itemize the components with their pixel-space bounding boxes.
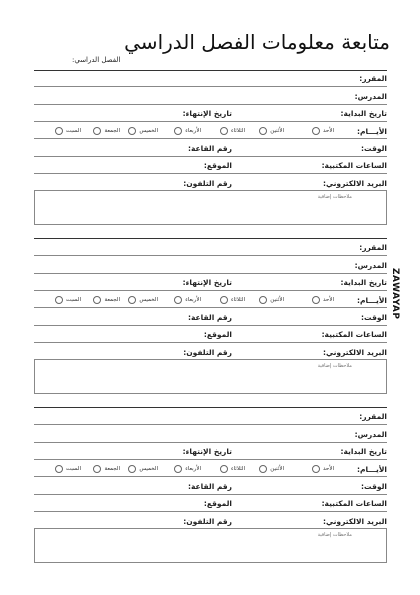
- days-line: [34, 476, 387, 477]
- day-option-monday[interactable]: [259, 296, 284, 304]
- day-label: السبت: [65, 466, 81, 472]
- time-label: الوقت:: [361, 313, 387, 322]
- teacher-label: المدرس:: [354, 92, 387, 101]
- day-label: الخميس: [139, 128, 158, 134]
- end-date-label: تاريخ الإنتهاء:: [182, 447, 232, 456]
- radio-icon[interactable]: [312, 465, 320, 473]
- radio-icon[interactable]: [93, 127, 101, 135]
- days-label: الأيـــام:: [357, 465, 387, 474]
- radio-icon[interactable]: [55, 296, 63, 304]
- course-line[interactable]: [34, 255, 387, 256]
- phone-label: رقم التلفون:: [183, 348, 232, 357]
- day-option-thursday[interactable]: [128, 127, 158, 135]
- days-label: الأيـــام:: [357, 127, 387, 136]
- office-hours-label: الساعات المكتبية:: [321, 330, 387, 339]
- office-line[interactable]: [34, 342, 387, 343]
- day-option-sunday[interactable]: [312, 465, 334, 473]
- day-label: الجمعة: [104, 297, 120, 303]
- dates-line[interactable]: [34, 290, 387, 291]
- day-label: الأثنين: [270, 466, 284, 472]
- location-label: الموقع:: [203, 161, 232, 170]
- teacher-label: المدرس:: [354, 261, 387, 270]
- radio-icon[interactable]: [259, 296, 267, 304]
- radio-icon[interactable]: [174, 127, 182, 135]
- days-label: الأيـــام:: [357, 296, 387, 305]
- day-label: الثلاثاء: [231, 128, 245, 134]
- location-label: الموقع:: [203, 499, 232, 508]
- day-label: الجمعة: [104, 128, 120, 134]
- day-label: الثلاثاء: [231, 466, 245, 472]
- radio-icon[interactable]: [55, 127, 63, 135]
- day-option-tuesday[interactable]: [220, 296, 245, 304]
- day-label: الأحد: [323, 128, 334, 134]
- day-label: الثلاثاء: [231, 297, 245, 303]
- teacher-line[interactable]: [34, 442, 387, 443]
- course-label: المقرر:: [359, 412, 387, 421]
- radio-icon[interactable]: [128, 465, 136, 473]
- email-label: البريد الالكتروني:: [323, 517, 387, 526]
- block-divider: [34, 407, 387, 408]
- teacher-label: المدرس:: [354, 430, 387, 439]
- day-label: الأحد: [323, 466, 334, 472]
- room-label: رقم القاعة:: [188, 144, 232, 153]
- course-line[interactable]: [34, 86, 387, 87]
- radio-icon[interactable]: [259, 127, 267, 135]
- dates-line[interactable]: [34, 121, 387, 122]
- start-date-label: تاريخ البداية:: [340, 278, 387, 287]
- block-divider: [34, 238, 387, 239]
- day-label: الجمعة: [104, 466, 120, 472]
- day-option-friday[interactable]: [93, 465, 120, 473]
- office-line[interactable]: [34, 511, 387, 512]
- day-label: الأربعاء: [185, 297, 201, 303]
- radio-icon[interactable]: [259, 465, 267, 473]
- office-line[interactable]: [34, 173, 387, 174]
- start-date-label: تاريخ البداية:: [340, 447, 387, 456]
- end-date-label: تاريخ الإنتهاء:: [182, 109, 232, 118]
- days-line: [34, 307, 387, 308]
- day-option-saturday[interactable]: [55, 127, 81, 135]
- radio-icon[interactable]: [174, 296, 182, 304]
- course-label: المقرر:: [359, 74, 387, 83]
- course-line[interactable]: [34, 424, 387, 425]
- day-label: الأحد: [323, 297, 334, 303]
- notes-label: ملاحظات إضافية: [317, 363, 352, 369]
- email-label: البريد الالكتروني:: [323, 348, 387, 357]
- notes-label: ملاحظات إضافية: [317, 194, 352, 200]
- radio-icon[interactable]: [312, 127, 320, 135]
- notes-box[interactable]: [34, 528, 387, 563]
- day-label: الخميس: [139, 466, 158, 472]
- day-label: الخميس: [139, 297, 158, 303]
- day-option-sunday[interactable]: [312, 127, 334, 135]
- day-option-sunday[interactable]: [312, 296, 334, 304]
- room-label: رقم القاعة:: [188, 482, 232, 491]
- day-option-wednesday[interactable]: [174, 465, 201, 473]
- day-option-monday[interactable]: [259, 127, 284, 135]
- time-label: الوقت:: [361, 144, 387, 153]
- day-option-thursday[interactable]: [128, 296, 158, 304]
- radio-icon[interactable]: [312, 296, 320, 304]
- time-line[interactable]: [34, 494, 387, 495]
- phone-label: رقم التلفون:: [183, 517, 232, 526]
- radio-icon[interactable]: [174, 465, 182, 473]
- day-label: الأثنين: [270, 297, 284, 303]
- day-option-saturday[interactable]: [55, 465, 81, 473]
- semester-label: الفصل الدراسي:: [72, 56, 121, 64]
- radio-icon[interactable]: [220, 296, 228, 304]
- day-label: السبت: [65, 128, 81, 134]
- day-option-tuesday[interactable]: [220, 465, 245, 473]
- page-title: متابعة معلومات الفصل الدراسي: [124, 30, 390, 54]
- day-label: الأربعاء: [185, 128, 201, 134]
- notes-box[interactable]: [34, 190, 387, 225]
- office-hours-label: الساعات المكتبية:: [321, 161, 387, 170]
- day-option-friday[interactable]: [93, 296, 120, 304]
- time-line[interactable]: [34, 156, 387, 157]
- day-option-wednesday[interactable]: [174, 296, 201, 304]
- day-option-monday[interactable]: [259, 465, 284, 473]
- day-option-tuesday[interactable]: [220, 127, 245, 135]
- time-line[interactable]: [34, 325, 387, 326]
- day-option-wednesday[interactable]: [174, 127, 201, 135]
- radio-icon[interactable]: [220, 465, 228, 473]
- day-label: الأربعاء: [185, 466, 201, 472]
- day-option-friday[interactable]: [93, 127, 120, 135]
- email-label: البريد الالكتروني:: [323, 179, 387, 188]
- time-label: الوقت:: [361, 482, 387, 491]
- radio-icon[interactable]: [93, 296, 101, 304]
- radio-icon[interactable]: [128, 127, 136, 135]
- radio-icon[interactable]: [220, 127, 228, 135]
- radio-icon[interactable]: [93, 465, 101, 473]
- start-date-label: تاريخ البداية:: [340, 109, 387, 118]
- radio-icon[interactable]: [128, 296, 136, 304]
- radio-icon[interactable]: [55, 465, 63, 473]
- teacher-line[interactable]: [34, 104, 387, 105]
- course-label: المقرر:: [359, 243, 387, 252]
- dates-line[interactable]: [34, 459, 387, 460]
- day-label: السبت: [65, 297, 81, 303]
- day-option-thursday[interactable]: [128, 465, 158, 473]
- room-label: رقم القاعة:: [188, 313, 232, 322]
- title-divider: [34, 70, 387, 71]
- day-option-saturday[interactable]: [55, 296, 81, 304]
- phone-label: رقم التلفون:: [183, 179, 232, 188]
- notes-box[interactable]: [34, 359, 387, 394]
- end-date-label: تاريخ الإنتهاء:: [182, 278, 232, 287]
- days-line: [34, 138, 387, 139]
- teacher-line[interactable]: [34, 273, 387, 274]
- office-hours-label: الساعات المكتبية:: [321, 499, 387, 508]
- notes-label: ملاحظات إضافية: [317, 532, 352, 538]
- day-label: الأثنين: [270, 128, 284, 134]
- brand-text: ZAWAYAP: [390, 268, 400, 320]
- location-label: الموقع:: [203, 330, 232, 339]
